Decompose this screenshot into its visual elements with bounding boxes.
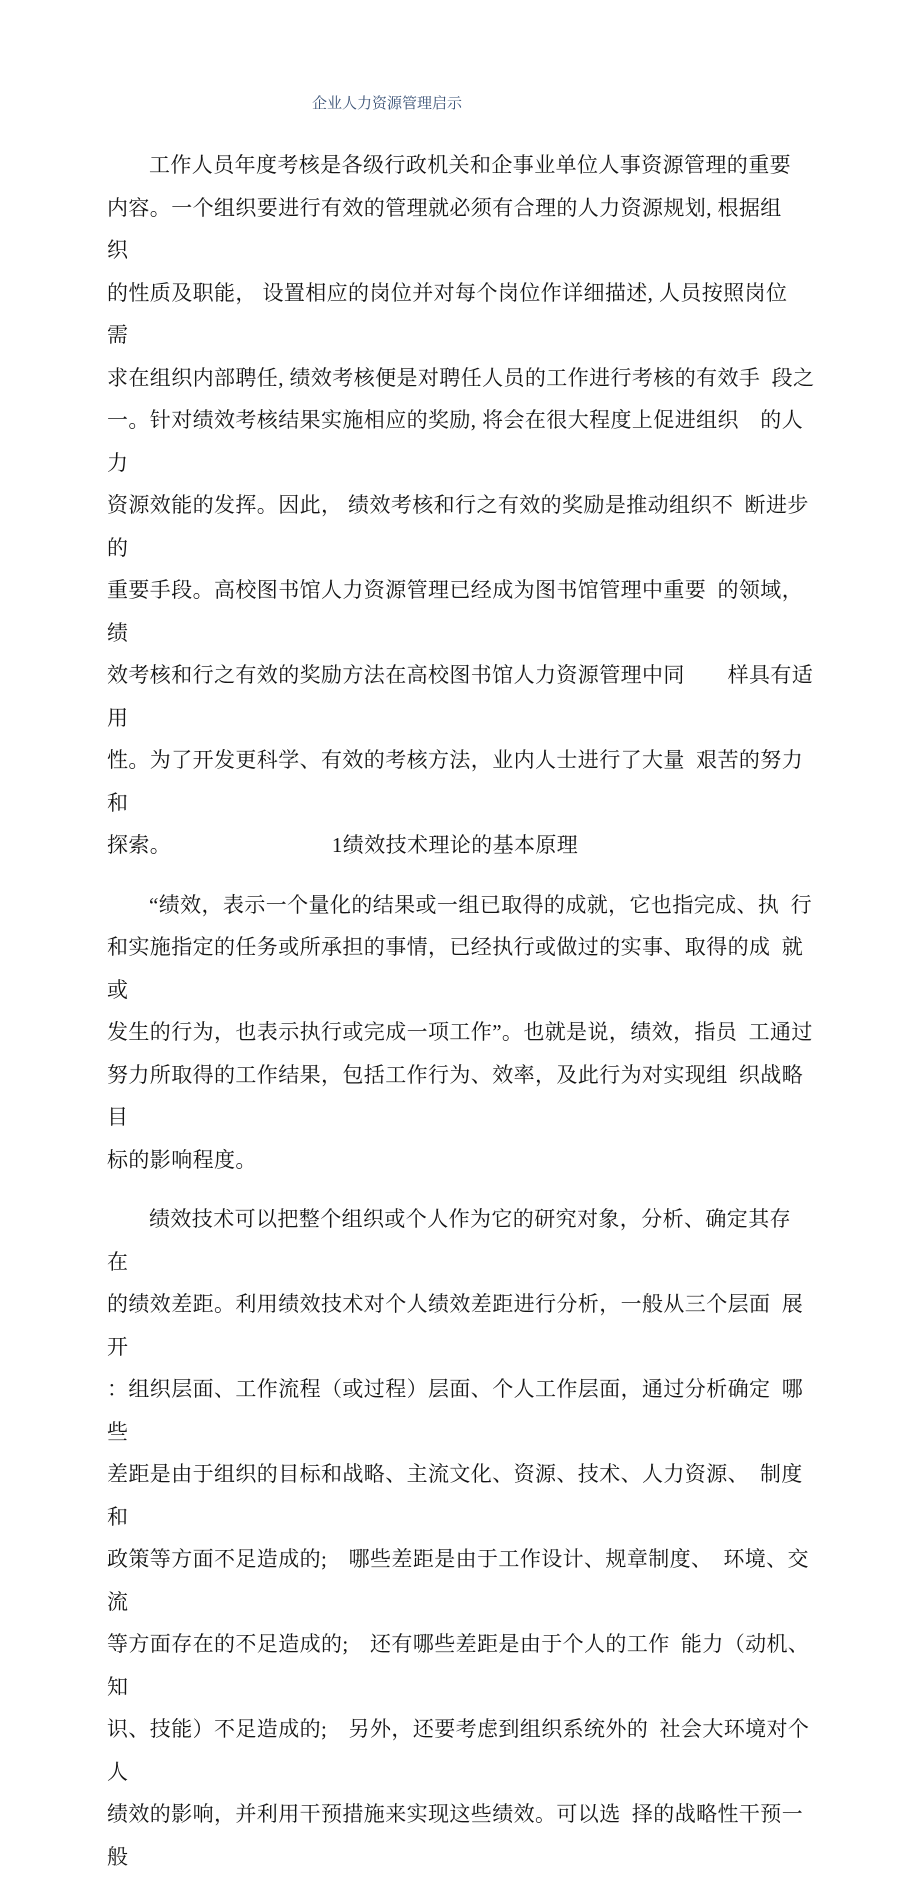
paragraph-2 — [107, 884, 820, 1182]
paragraph-line: 性。为了开发更科学、有效的考核方法，业内人士进行了大量 艰苦的努力和 — [107, 748, 804, 815]
paragraph-line: 资源效能的发挥。因此， 绩效考核和行之有效的奖励是推动组织不 断进步的 — [107, 493, 809, 560]
paragraph-line: 差距是由于组织的目标和战略、主流文化、资源、技术、人力资源、 制度和 — [107, 1462, 803, 1529]
paragraph-line: 工作人员年度考核是各级行政机关和企事业单位人事资源管理的重要 — [149, 153, 791, 177]
paragraph-line: 努力所取得的工作结果，包括工作行为、效率，及此行为对实现组 织战略目 — [107, 1062, 804, 1129]
paragraph-line: 绩效的影响，并利用干预措施来实现这些绩效。可以选 择的战略性干预一般 — [107, 1802, 804, 1869]
paragraph-3 — [107, 1198, 820, 1878]
document-title: 企业人力资源管理启示 — [312, 96, 463, 112]
paragraph-line: ：组织层面、工作流程（或过程）层面、个人工作层面，通过分析确定 哪些 — [107, 1377, 804, 1444]
paragraph-line: 效考核和行之有效的奖励方法在高校图书馆人力资源管理中同 样具有适用 — [107, 663, 814, 730]
paragraph-line: 探索。 1绩效技术理论的基本原理 — [107, 833, 579, 857]
paragraph-line: 和实施指定的任务或所承担的事情，已经执行或做过的实事、取得的成 就或 — [107, 935, 804, 1002]
paragraph-1 — [107, 144, 820, 867]
paragraph-line: 政策等方面不足造成的; 哪些差距是由于工作设计、规章制度、 环境、交流 — [107, 1547, 809, 1614]
paragraph-line: 重要手段。高校图书馆人力资源管理已经成为图书馆管理中重要 的领域，绩 — [107, 578, 804, 645]
paragraph-line: “绩效，表示一个量化的结果或一组已取得的成就，它也指完成、执 行 — [149, 892, 813, 917]
paragraph-line: 识、技能）不足造成的; 另外，还要考虑到组织系统外的 社会大环境对个人 — [107, 1717, 810, 1784]
paragraph-line: 发生的行为，也表示执行或完成一项工作”。也就是说，绩效，指员 工通过 — [107, 1020, 813, 1044]
paragraph-line: 的绩效差距。利用绩效技术对个人绩效差距进行分析，一般从三个层面 展开 — [107, 1292, 804, 1359]
paragraph-line: 内容。一个组织要进行有效的管理就必须有合理的人力资源规划, 根据组 织 — [107, 195, 804, 262]
paragraph-line: 的性质及职能， 设置相应的岗位并对每个岗位作详细描述, 人员按照岗位 需 — [107, 280, 809, 347]
paragraph-line: 标的影响程度。 — [107, 1147, 257, 1172]
paragraph-line: 求在组织内部聘任, 绩效考核便是对聘任人员的工作进行考核的有效手 段之 — [107, 365, 815, 390]
paragraph-line: 绩效技术可以把整个组织或个人作为它的研究对象，分析、确定其存 在 — [107, 1207, 803, 1274]
paragraph-line: 等方面存在的不足造成的; 还有哪些差距是由于个人的工作 能力（动机、知 — [107, 1632, 810, 1699]
paragraph-line: 一。针对绩效考核结果实施相应的奖励, 将会在很大程度上促进组织 的人力 — [107, 408, 804, 475]
